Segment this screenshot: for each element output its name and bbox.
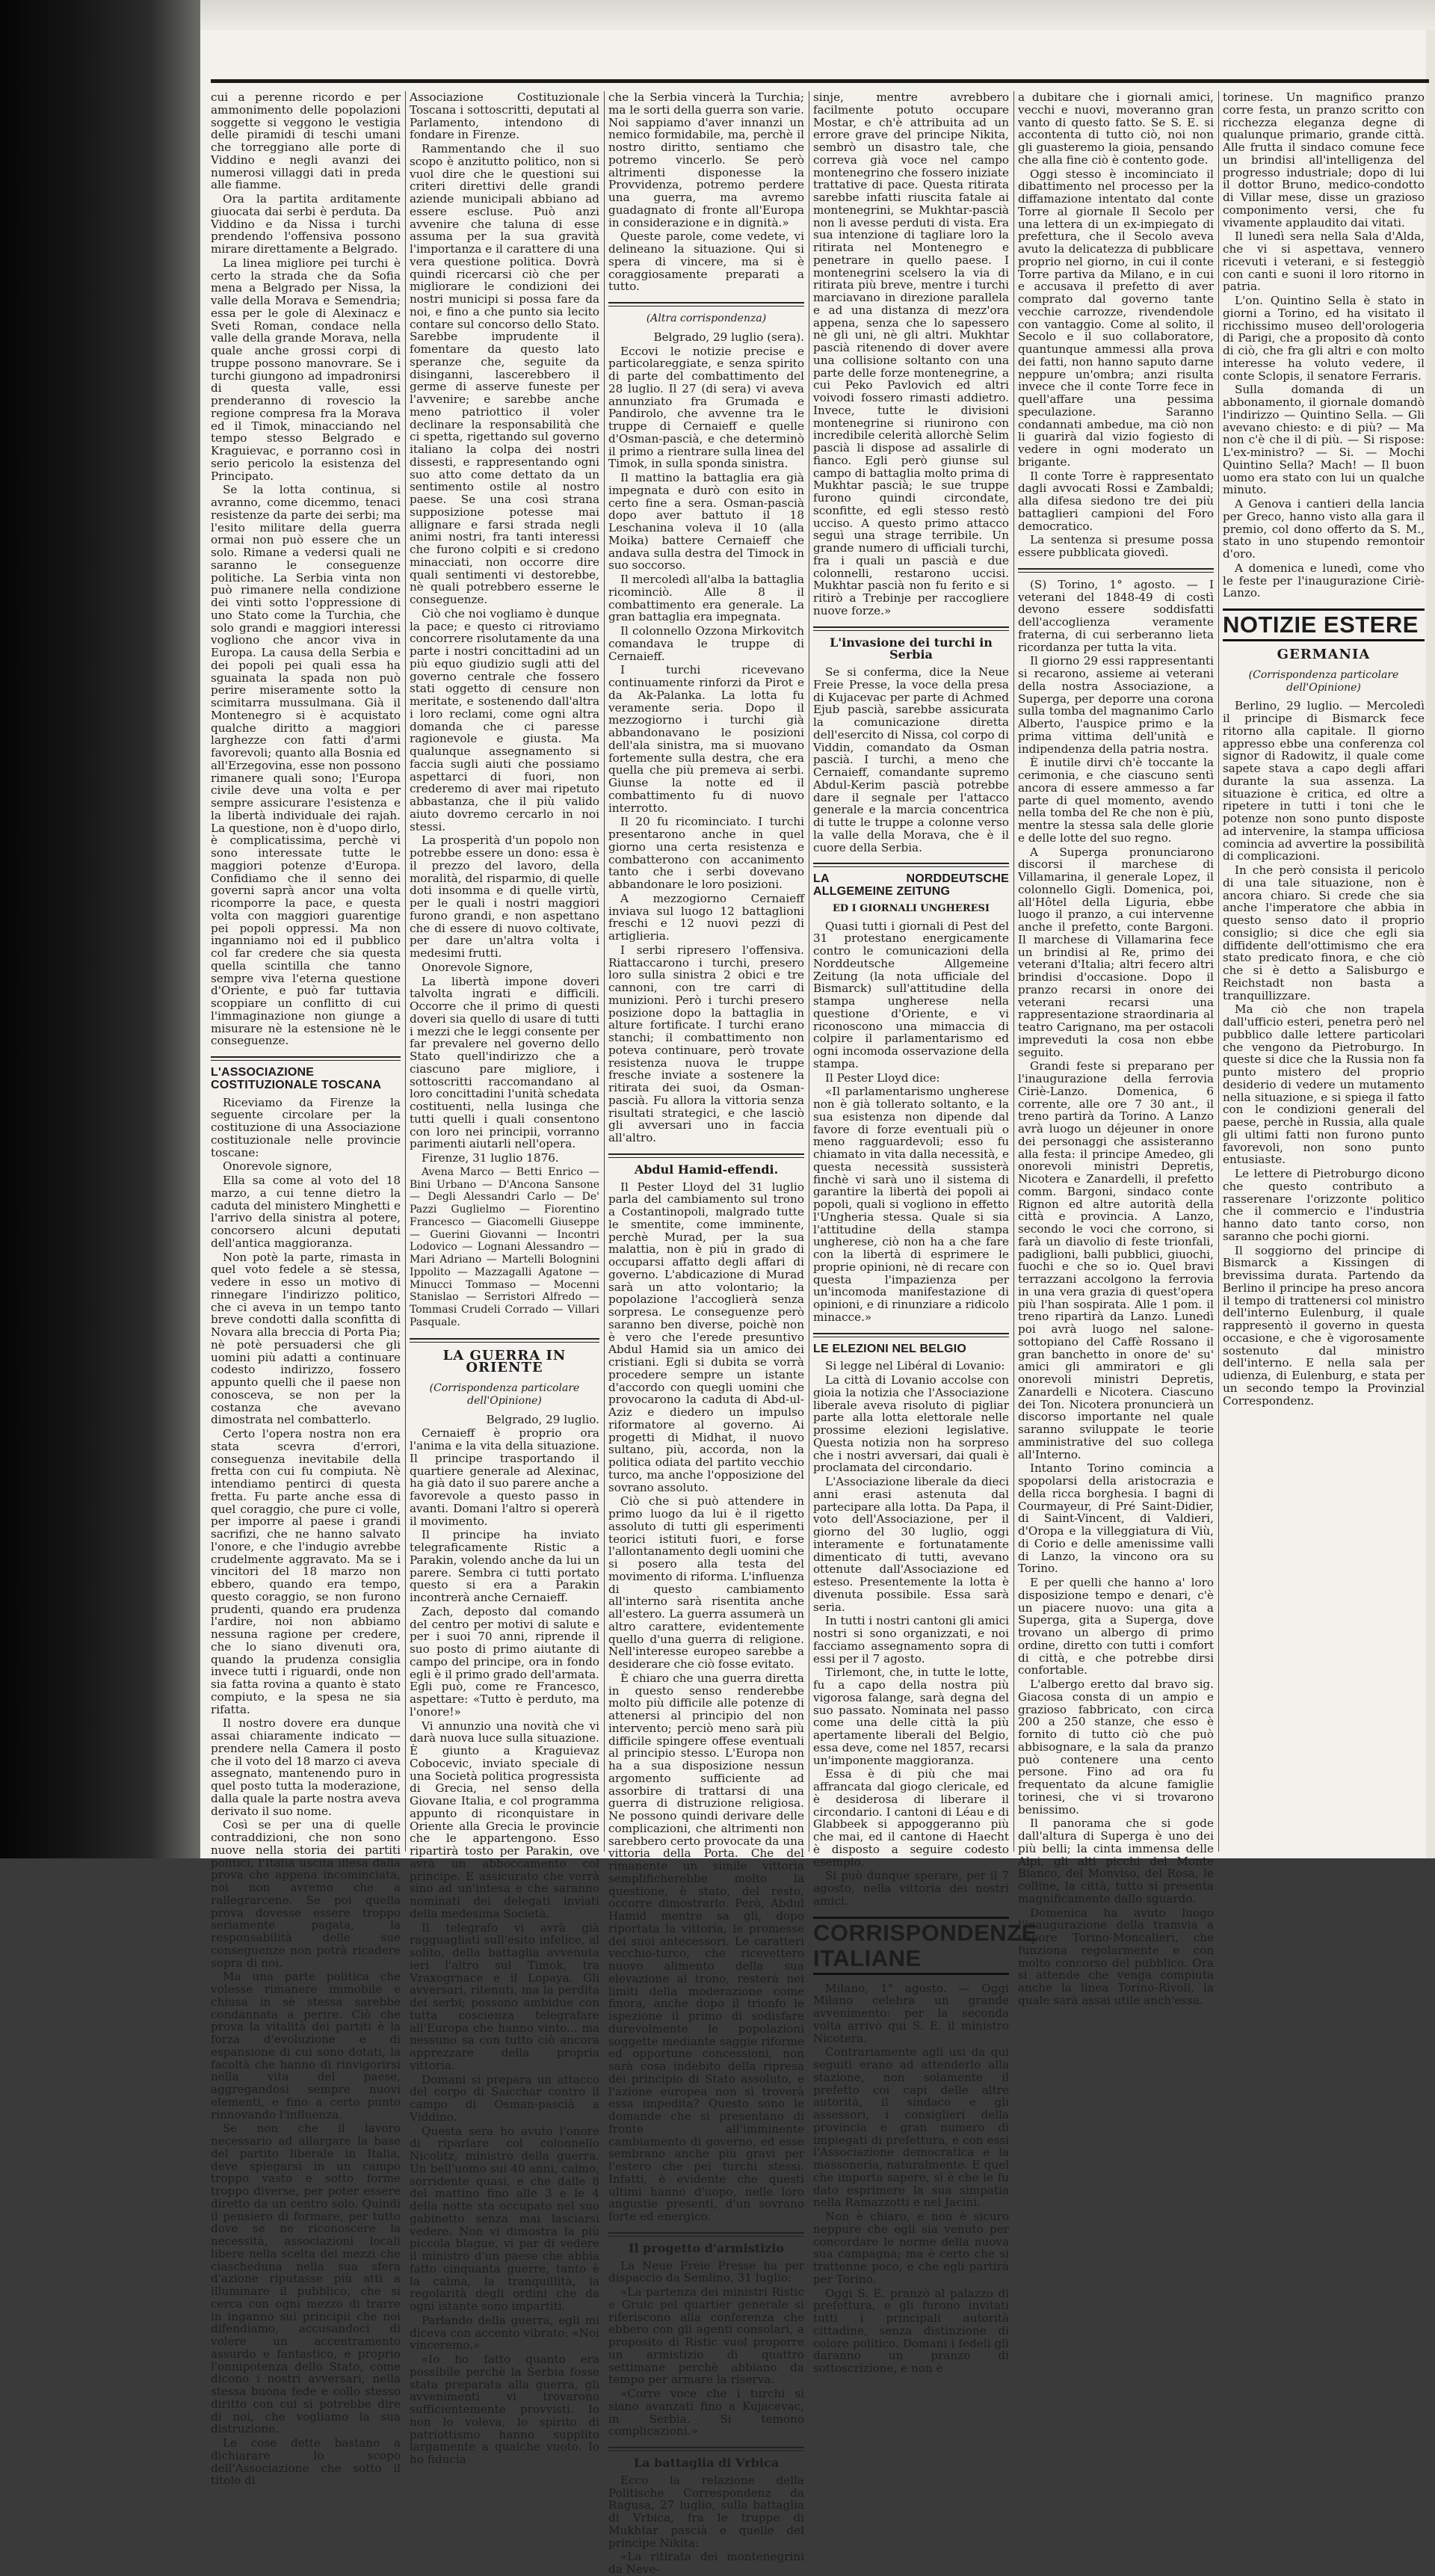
column-4 [813, 90, 1037, 2375]
column-5 [1018, 90, 1214, 2007]
paragraph: Ciò che noi vogliamo è dunque la pace; e questo ci ritroviamo concorrere risolutamente da una parte i nostri concittadini ad un più equo giudizio sugli atti del governo centrale che fossero stati oggetto di censure non meritate, e sostenendo dall'altra i loro reclami, come ogni altra domanda che ci paresse ragionevole e giusta. Ma qualunque assegnamento si faccia sugli aiuti che possiamo aspettarci di fuori, non crederemo di aver mai ripetuto abbastanza, che il più valido aiuto dovremo cercarlo in noi stessi. [410, 606, 599, 833]
paragraph: Quasi tutti i giornali di Pest del 31 protestano energicamente contro le comunicazioni della Norddeutsche Allgemeine Zeitung (la nota ufficiale del Bismarck) sull'attitudine della stampa ungherese nella questione d'Oriente, e vi riconoscono una mimaccia di colpire il parlamentarismo ed ogni incomoda osservazione della stampa. [813, 919, 1009, 1070]
paragraph: A Genova i cantieri della lancia per Greco, hanno visto alla gara il premio, col dono offerto da S. M., stato in uno stupendo remontoir d'oro. [1223, 497, 1425, 561]
paragraph: Il soggiorno del principe di Bismarck a Kissingen di brevissima durata. Partendo da Berlino il principe ha preso ancora il tempo di trattenersi col ministro dell'interno Eulenburg, il quale rappresentò il governo in questa occasione, e che è vigorosamente sostenuto dal ministro dell'interno. E nella sala per udienza, di Eulenburg, e stata per un secondo tempo la Provinzial Correspondenz. [1223, 1243, 1425, 1408]
paragraph: Ecco la relazione della Politische Correspondenz da Ragusa, 27 luglio, sulla battaglia di Vrbica, fra le truppe di Mukhtar pascià e quelle del principe Nikita: [608, 2473, 804, 2550]
section-heading: L'ASSOCIAZIONE COSTITUZIONALE TOSCANA [211, 1066, 382, 1091]
paragraph: Non è chiaro, e non è sicuro neppure che egli sia venuto per concordare le norme della nuova sua campagna; ma è certo che si trattenne poco, e che egli partirà per Torino. [813, 2210, 1009, 2286]
top-margin [200, 0, 1435, 30]
column-divider [604, 91, 605, 1852]
section-subheading: (Corrispondenza particolare dell'Opinione) [429, 1382, 580, 1407]
paragraph: A domenica e lunedì, come vho le feste per l'inaugurazione Ciriè-Lanzo. [1223, 561, 1425, 600]
paragraph: Il colonnello Ozzona Mirkovitch comandava le truppe di Cernaieff. [608, 624, 804, 663]
column-6 [1223, 91, 1425, 1852]
paragraph: È chiaro che una guerra diretta in questo senso renderebbe molto più difficile alle potenze di attenersi al principio del non intervento; perciò meno sarà più difficile spingere offese eventuali al principio stesso. L'Europa non ha a sua disposizione nessun argomento sufficiente ad assorbire di trattarsi di una guerra di distruzione religiosa. Ne possono quindi derivare delle complicazioni, che altrimenti non sarebbero certo provocate da una vittoria della Porta. Che del rimanente un simile vittoria semplificherebbe molto la questione, è stato, del resto, occorre dimostrarlo. Però, Abdul Hamid mentre sa gli, dopo riportata la vittoria, le promesse dei suoi antecessori. Le caratteri vecchio-turco, che ricevettero nuovo alimento della sua elevazione al trono, resterà nei limiti della moderazione come finora, anche dopo il trionfo le ispezione il primo di sodisfare durevolmente le popolazioni soggette mediante saggie riforme ed opportune concessioni, non sarà cosa indebito della ripresa dei principio di Stato assoluto, e l'azione europea non si troverà essa impedita? Questo sono le domande che si presentano di fronte all'imminente cambiamento di governo, ed esse sembrano anche più gravi per l'estero che pei turchi stessi. Infatti, è evidente che questi ultimi hanno d'uopo, nelle loro angustie presenti, d'un sovrano forte ed energico. [608, 1671, 804, 2223]
paragraph: Il telegrafo vi avrà già ragguagliati sull'esito infelice, al solito, della battaglia avvenuta ieri l'altro sul Timok, tra Vraxogrnace e il Lopaya. Gli avversari, ritenuti, ma la perdita dei serbi; possono ambidue con tutta coscienza telegrafare all'Europa che hanno vinto... ma nessuno sa con tutto ciò ancora apprezzare della propria vittoria. [410, 1920, 599, 2072]
article-separator [608, 2232, 804, 2237]
paragraph: A mezzogiorno Cernaieff inviava sul luogo 12 battaglioni freschi e 12 nuovi pezzi di artiglieria. [608, 891, 804, 943]
paragraph: L'Associazione liberale da dieci anni erasi astenuta dal partecipare alla lotta. Da Papa, il voto dell'Associazione, per il giorno del 30 luglio, oggi interamente e fortunatamente dimenticato di tutti, avevano ottenute dall'Associazione ed esteso. Presentemente la lotta è divenuta possibile. Essa sarà seria. [813, 1475, 1009, 1614]
paragraph: Parlando della guerra, egli mi diceva con accento vibrato: «Noi vinceremo.» [410, 2313, 599, 2352]
article-title: L'invasione dei turchi in Serbia [830, 635, 993, 662]
article-separator [813, 863, 1009, 867]
paragraph: Ma una parte politica che volesse rimanere immobile e chiusa in sè stessa sarebbe condannata a perire. Ciò che prova la vitalità dei partiti è la forza d'evoluzione e di espansione di cui sono dotati, la facoltà che hanno di rinvigorirsi nella vita del paese, aggregandosi sempre nuovi elementi, e fino a certo punto rinnovando l'influenza. [211, 1970, 401, 2121]
paragraph: La linea migliore pei turchi è certo la strada che da Sofia mena a Belgrado per Nissa, la valle della Morava e Semendria; essa per le gole di Alexinacz e Sveti Roman, condace nella valle della grande Morava, nella quale anche grossi corpi di truppe possono manovrare. Se i turchi giungono ad impadronirsi di questa valle, essi prenderanno di rovescio la regione compresa fra la Morava ed il Timok, minacciando nel tempo stesso Belgrado e Kraguievac, e porranno così in serio pericolo la esistenza del Principato. [211, 256, 401, 483]
article-title: Il progetto d'armistizio [628, 2240, 784, 2255]
paragraph: Non potè la parte, rimasta in quel voto fedele a sè stessa, vedere in esso un motivo di rinnegare l'indirizzo politico, che ci aveva in un tempo tanto breve condotti dalla sconfitta di Novara alla breccia di Porta Pia; nè potè persuadersi che gli uomini più adatti a continuare codesto indirizzo, fossero appunto quelli che il paese non conosceva, se non per la costanza che avevano dimostrata nel combatterlo. [211, 1250, 401, 1427]
paragraph: «Il parlamentarismo ungherese non è già tollerato soltanto, e la sua esistenza non dipende dal favore di forze eventuali più o meno ragguardevoli; esso fu chiamato in vita dalla necessità, e questa necessità sussisterà finchè vi sarà uno il sistema di garantire la libertà dei popoli ai popoli, quali si vogliono in effetto l'Ungheria stessa. Quale si sia l'attitudine della stampa ungherese, ciò non ha a che fare con la libertà di esprimere le proprie opinioni, nè di recare con questa l'impazienza per un'incomoda manifestazione di opinioni, e di rinunziare a ridicolo minacce.» [813, 1085, 1009, 1324]
paragraph: I turchi ricevevano continuamente rinforzi da Pirot e da Ak-Palanka. La lotta fu veramente seria. Dopo il mezzogiorno i turchi già abbandonavano le posizioni dell'ala sinistra, ma si muovano fortemente sulla destra, che era quella che più premeva ai serbi. Giunse la notte ed il combattimento fu di nuovo interrotto. [608, 663, 804, 815]
book-binding-edge [0, 0, 200, 1858]
paragraph: L'albergo eretto dal bravo sig. Giacosa consta di un ampio e grazioso fabbricato, con circa 200 a 250 stanze, che esso è fornito di tutto ciò che può abbisognare, e la sala da pranzo può contenere una cento persone. Fino ad ora fu frequentato da alcune famiglie torinesi, che vi si trovarono benissimo. [1018, 1677, 1214, 1817]
column-3 [608, 90, 804, 2576]
paragraph: Essa è di più che mai affrancata dal giogo clericale, ed è desiderosa di liberare il circondario. I cantoni di Léau e di Glabbeek si appoggeranno più che mai, ed il cantone di Haecht è disposto a seguire codesto esempio. [813, 1767, 1009, 1869]
paragraph: Associazione Costituzionale Toscana i sottoscritti, deputati al Parlamento, intendono di fondare in Firenze. [410, 90, 599, 142]
paragraph: Questa sera ho avuto l'onore di riparlare col colonnello Nicolitz, ministro della guerra. Un bell'uomo sui 40 anni, calmo, sorridente quasi, e che dalle 8 del mattino fino alle 3 e le 4 della notte sta occupato nel suo gabinetto senza mai lasciarsi vedere. Non vi dimostra la più piccola blague, vi par di vedere il ministro d'un paese che abbia fatto cinquanta guerre, tanto è la calma, la tranquillità, la regolarità degli ordini che da ogni istante sono impartiti. [410, 2124, 599, 2313]
paragraph: Sulla domanda di un abbonamento, il giornale domandò l'indirizzo — Quintino Sella. — Gli avevano chiesto: e di più? — Ma non c'è che il di più. — Si rispose: L'ex-ministro? — Si. — Mochi Quintino Sella? Mach! — Il buon uomo era stato con lui un qualche minuto. [1223, 383, 1425, 497]
paragraph: Il nostro dovere era dunque assai chiaramente indicato — prendere nella Camera il posto che il voto del 18 marzo ci aveva assegnato, mantenendo puro in quel posto tutta la moderazione, dalla quale la parte nostra aveva derivato il suo nome. [211, 1716, 401, 1818]
paragraph: È inutile dirvi ch'è toccante la cerimonia, e che ciascuno sentì ancora di essere ammesso a far parte di quel momento, avendo nella tomba del Re che non è più, mentre la stessa sala delle glorie e delle lotte del suo regno. [1018, 756, 1214, 845]
paragraph: La Neue Freie Presse ha per dispaccio da Semlino, 31 luglio: [608, 2258, 804, 2285]
signatories: Avena Marco — Betti Enrico — Bini Urbano — D'Ancona Sansone — Degli Alessandri Carlo — De' Pazzi Guglielmo — Fiorentino Francesco — Giacomelli Giuseppe — Guerini Giovanni — Incontri Lodovico — Lognani Alessandro — Mari Adriano — Martelli Bolognini Ippolito — Mazzagalli Agatone — Minucci Tommaso — Mocenni Stanislao — Serristori Alfredo — Tommasi Crudeli Corrado — Villari Pasquale. [410, 1165, 599, 1328]
paragraph: I serbi ripresero l'offensiva. Riattaccarono i turchi, presero loro sulla sinistra 2 obici e tre cannoni, con tre carri di munizioni. Però i turchi presero posizione dopo la battaglia in alture fortificate. I turchi erano stanchi; il combattimento non poteva continuare, però trovate resistenza nuova le truppe fresche inviate a sostenere la ritirata dei suoi, da Osman-pascià. Fu allora la vittoria senza risultati strategici, e che lasciò gli avversari uno in faccia all'altro. [608, 943, 804, 1144]
paragraph: E per quelli che hanno a' loro disposizione tempo e denari, c'è un piacere nuovo: una gita a Superga, gita a Superga, dove trovano un albergo di primo ordine, diretto con tutti i comfort di città, e che potrebbe dirsi confortable. [1018, 1576, 1214, 1677]
column-2 [410, 90, 599, 2466]
article-separator [813, 1333, 1009, 1337]
section-subheading: ED I GIORNALI UNGHERESI [832, 902, 990, 914]
paragraph: Belgrado, 29 luglio (sera). [653, 330, 804, 344]
paragraph: Intanto Torino comincia a spopolarsi della aristocrazia e della ricca borghesia. I bagni di Courmayeur, di Pré Saint-Didier, di Saint-Vincent, di Valdieri, d'Oropa e la villeggiatura di Viù, di Corio e delle amenissime valli di Lanzo, la vincono ora su Torino. [1018, 1461, 1214, 1576]
paragraph: torinese. Un magnifico pranzo corre festa, un pranzo scritto con ricchezza eleganza degne di qualunque primario, grande città. Alle frutta il sindaco comune fece un brindisi all'intelligenza del progresso industriale; dopo di lui il dottor Bruno, medico-condotto di Villar mese, disse un grazioso componimento versi, che fu vivamente applaudito dai vitati. [1223, 90, 1425, 229]
paragraph: Domenica ha avuto luogo l'inaugurazione della tramvia a vapore Torino-Moncalieri, che funziona regolarmente e con molto concorso del pubblico. Ora si attende che venga compiuta anche la linea Torino-Rivoli, la quale sarà assai utile anch'essa. [1018, 1905, 1214, 2007]
section-subheading: (Corrispondenza particolare dell'Opinione) [1248, 668, 1399, 694]
paragraph: Le lettere di Pietroburgo dicono che questo contributo a rasserenare l'orizzonte politico che il commercio e l'industria hanno dato tanto corso, non saranno che pochi giorni. [1223, 1167, 1425, 1243]
paragraph: Il conte Torre è rappresentato dagli avvocati Rossi e Zambaldi; alla difesa siedono tre dei più battaglieri campioni del Foro democratico. [1018, 469, 1214, 533]
paragraph: Contrariamente agli usi da qui seguiti erano ad attenderlo alla stazione, non solamente il prefetto coi capi delle altre autorità, il sindaco e gli assessori, i consiglieri della provincia e gran numero di impiegati di prefettura, e con essi l'Associazione democratica e la massoneria, naturalmente. E quel che importa sapere, si è che le fu dato esprimere la sua simpatia nella Ramazzotti e nel Jacini. [813, 2045, 1009, 2210]
paragraph: Vi annunzio una novità che vi darà nuova luce sulla situazione. È giunto a Kraguievaz Cobocevic, inviato speciale di una Società politica progressista di Grecia, nel senso della Giovane Italia, e col programma appunto di riconquistare in Oriente alla Grecia le provincie che le appartengono. Esso ripartirà tosto per Parakin, ove avrà un abboccamento col principe. E assicurato che verrà sino ad un'intesa e che saranno nominati dei delegati inviati della medesima Società. [410, 1719, 599, 1920]
paragraph: «Corre voce che i turchi si siano avanzati fino a Kujacevac, in Serbia. Si temono complicazioni.» [608, 2387, 804, 2438]
paragraph: Il lunedì sera nella Sala d'Alda, che vi si aspettava, vennero ricevuti i veterani, e si festeggiò con canti e suoni il loro ritorno in patria. [1223, 229, 1425, 294]
paragraph: Così se per una di quelle contraddizioni, che non sono nuove nella storia dei partiti politici, l'Italia uscita illesa dalla prova che appena incominciata, noi non avremo che a rallegrarcene. Se poi quella prova dovesse essere troppo seriamente pagata, la responsabilità delle sue conseguenze non potrà ricadere sopra di noi. [211, 1818, 401, 1970]
paragraph: Il Pester Lloyd del 31 luglio parla del cambiamento sul trono a Costantinopoli, malgrado tutte le smentite, come imminente, perchè Murad, per la sua malattia, non è più in grado di occuparsi affatto degli affari di governo. L'abdicazione di Murad sarà un atto volontario; la popolazione l'accoglierà senza sorpresa. Le conseguenze però saranno ben diverse, poichè non è vero che l'erede presuntivo Abdul Hamid sia un amico dei cristiani. Egli si dubita se vorrà procedere sempre un istante d'accordo con quegli uomini che provocarono la caduta di Abd-ul-Aziz e diedero un impulso riformatore al governo. Ai progetti di Midhat, il nuovo sultano, più, accorda, non la politica odiata del partito vecchio turco, ma anche l'opposizione del sovrano assoluto. [608, 1180, 804, 1494]
paragraph: Ciò che si può attendere in primo luogo da lui è il rigetto assoluto di tutti gli esperimenti teorici istituti fuori, e forse l'allontanamento degli uomini che si posero alla testa del movimento di riforma. L'influenza di questo cambiamento all'interno sarà risentita anche all'estero. La guerra assumerà un altro carattere, evidentemente quello d'una guerra di religione. Nell'interesse europeo sarebbe a desiderare che ciò fosse evitato. [608, 1494, 804, 1671]
paragraph: «La partenza dei ministri Ristic e Gruic pel quartier generale si riferiscono alla conferenza che ebbero con gli agenti consolari, a proposito di Ristic vuol proporre un armistizio di quattro settimane perchè abbiano da tempo per armare la riserva. [608, 2285, 804, 2387]
paragraph: (S) Torino, 1° agosto. — I veterani del 1848-49 di costì devono essere soddisfatti dell'accoglienza veramente fraterna, di cui serberanno lieta ricordanza per tutta la vita. [1018, 577, 1214, 654]
article-separator [608, 302, 804, 306]
section-subheading: (Altra corrispondenza) [646, 312, 767, 324]
paragraph: Il mattino la battaglia era già impegnata e durò con esito in certo fine a sera. Osman-pascià dopo aver battuto il 18 Leschanina voleva il 10 (alla Moika) battere Cernaieff che andava sulla destra del Timock in suo soccorso. [608, 471, 804, 573]
paragraph: Se la lotta continua, si avranno, come dicemmo, tenaci resistenze da parte dei serbi; ma l'esito militare della guerra ormai non può essere che un solo. Rimane a vedersi quali ne saranno le conseguenze politiche. La Serbia vinta non può rimanere nella condizione dei vinti sotto l'oppressione di uno Stato come la Turchia, che solo grandi e maggiori interessi vogliono che ancor viva in Europa. La causa della Serbia e dei popoli pei quali essa ha sguainata la spada non può perire miseramente sotto la scimitarra mussulmana. Già il Montenegro si è acquistato qualche diritto a maggiori larghezze con fatti d'armi favorevoli; quanto alla Bosnia ed all'Erzegovina, esse non possono rimanere quali sono; l'Europa civile deve una volta e per sempre assicurare l'esistenza e la libertà individuale dei rajah. La questione, non è d'uopo dirlo, è complicatissima, perchè vi sono interessate tutte le maggiori potenze d'Europa. Confidiamo che il senno dei governi saprà ancor una volta ricomporre la pace, e questa volta con maggiori guarentige pei popoli oppressi. Ma non inganniamo noi ed il pubblico col far credere che sia questa quella scintilla che tanno sempre viva l'eterna questione d'Oriente, e può far tuttavia scoppiare un conflitto di cui l'immaginazione non giunge a misurare nè la estensione nè le conseguenze. [211, 483, 401, 1048]
paragraph: Onorevole Signore, [422, 960, 534, 974]
paragraph: Firenze, 31 luglio 1876. [422, 1151, 559, 1165]
article-separator [608, 1153, 804, 1158]
article-separator [1018, 568, 1214, 573]
column-1 [211, 90, 401, 2488]
column-divider [1218, 91, 1219, 1852]
paragraph: Grandi feste si preparano per l'inaugurazione della ferrovia Ciriè-Lanzo. Domenica, 6 corrente, alle ore 7 30 ant., il treno partirà da Torino. A Lanzo avrà luogo un déjeuner in onore dei personaggi che assisteranno alla festa: il principe Amedeo, gli onorevoli ministri Depretis, Nicotera e Zanardelli, il prefetto comm. Bargoni, sindaco conte Rignon ed altre autorità della città e provincia. A Lanzo, secondo le voci che corrono, si farà un diavolio di feste trionfali, padiglioni, balli pubblici, giuochi, fuochi e che so io. Quel bravi terrazzani accolgono la ferrovia in una vera grazia di quest'opera più l'han sospirata. Alle 1 pom. il treno ripartirà da Lanzo. Lunedì poi avrà luogo nel salone-sottopiano del Caffè Rossano il gran banchetto in onore de' su' amici gli ammiratori e gli onorevoli ministri Depretis, Zanardelli e Nicotera. Ciascuno dei Ton. Nicotera pronuncierà un discorso importante nel quale saranno sviluppate le teorie amministrative del suo collega all'Interno. [1018, 1059, 1214, 1461]
paragraph: Queste parole, come vedete, vi delineano la situazione. Qui si spera di vincere, ma si è coraggiosamente preparati a tutto. [608, 229, 804, 294]
section-banner: CORRISPONDENZE ITALIANE [813, 1917, 1009, 1975]
paragraph: In che però consista il pericolo di una tale situazione, non è ancora chiaro. Si crede che sia anche l'imperatore che abbia in questo senso dato il proprio consiglio; si dice che egli sia diffidente dell'ottimismo che era stato predicato finora, e che ciò che si è detto a Salisburgo e Reichstadt non basta a tranquillizzare. [1223, 863, 1425, 1002]
paragraph: cui a perenne ricordo e per ammonimento delle popolazioni soggette si veggono le vestigia delle piramidi di teschi umani che torreggiano alle porte di Viddino e negli avanzi dei numerosi villaggi dati in preda alle fiamme. [211, 90, 401, 192]
paragraph: Si può dunque sperare, per il 7 agosto, nella vittoria dei nostri amici. [813, 1869, 1009, 1908]
section-heading: LA GUERRA IN ORIENTE [442, 1347, 567, 1376]
article-separator [608, 2447, 804, 2451]
section-heading: GERMANIA [1277, 647, 1371, 662]
paragraph: «Io ho fatto quanto era possibile perchè la Serbia fosse stata preparata alla guerra, gli avvenimenti vi trovarono sufficientemente provvisti. Io non lo voleva, lo spirito di patriottismo hanno supplito largamente a qualche vuoto. Io ho fiducia [410, 2352, 599, 2466]
section-heading: LA NORDDEUTSCHE ALLGEMEINE ZEITUNG [813, 872, 1009, 898]
paragraph: Rammentando che il suo scopo è anzitutto politico, non si vuol dire che le questioni sui criteri direttivi delle grandi aziende municipali abbiano ad essere escluse. Può anzi avvenire che taluna di esse assuma per la sua gravità l'importanza e il carattere di una vera questione politica. Dovrà quindi ricercarsi ciò che per migliorare le condizioni dei nostri municipi si possa fare da noi, e fino a che punto sia lecito contare sul concorso dello Stato. Sarebbe imprudente il fomentare da questo lato speranze che, seguite da disinganni, lascerebbero il germe di asserve funeste per l'avvenire; e sarebbe anche meno patriottico il voler declinare la responsabilità che ci spetta, rigettando sul governo italiano la colpa dei nostri dissesti, e rappresentando ogni suo atto come dettato da un sentimento ostile al nostro paese. Se una così strana supposizione potesse mai allignare e farsi strada negli animi nostri, fra tanti interessi che furono colpiti e si credono minacciati, non occorre dire quali sentimenti vi destorebbe, nè quali potrebbero esserne le conseguenze. [410, 142, 599, 606]
section-heading: LE ELEZIONI NEL BELGIO [813, 1342, 967, 1355]
header-rule [211, 79, 1429, 83]
paragraph: Ma ciò che non trapela dall'ufficio esteri, penetra però nel pubblico dalle lettere particolari che vengono da Pietroburgo. In queste si dice che la Russia non fa punto mistero del proprio desiderio di vedere un mutamento nella situazione, e si spiega il fatto con le condizioni generali del paese, perchè in Russia, alla quale gli ultimi fatti non furono punto favorevoli, non sono punto entusiaste. [1223, 1002, 1425, 1167]
paragraph: Certo l'opera nostra non era stata scevra d'errori, conseguenza inevitabile della fretta con cui fu compiuta. Nè intendiamo pentirci di questa fretta. Fu parte anche essa di quel coraggio, che pure ci volle, per imporre al paese i grandi sacrifizi, che ne hanno salvato l'onore, e che l'indugio avrebbe crudelmente aggravato. Ma se i vincitori del 18 marzo non ebbero, quando era tempo, questo coraggio, se non furono prudenti, quando era prudenza l'ardire, noi non abbiamo nessuna ragione per credere, che lo siano divenuti ora, quando la prudenza consiglia invece tutti i riguardi, onde non sia fatta rovina a quanto è stato compiuto, e la spesa ne sia rifatta. [211, 1427, 401, 1716]
article-separator [410, 1338, 599, 1343]
paragraph: Milano, 1° agosto. — Oggi Milano celebra un grande avvenimento: per la seconda volta arrivò qui S. E. il ministro Nicotera. [813, 1981, 1009, 2045]
paragraph: Le cose dette bastano a dichiarare lo scopo dell'Associazione che sotto il titolo di [211, 2436, 401, 2488]
paragraph: Belgrado, 29 luglio. [486, 1412, 599, 1426]
paragraph: «La ritirata dei montenegrini da Neve- [608, 2550, 804, 2576]
paragraph: Eccovi le notizie precise e particolareggiate, e senza spirito di parte del combattimento del 28 luglio. Il 27 (di sera) vi aveva annunziato fra Grumada e Pandirolo, che avvenne tra le truppe di Cernaieff e quelle d'Osman-pascià, e che determinò il primo a rientrare sulla linea del Timok, in sulla sponda sinistra. [608, 344, 804, 471]
article-separator [813, 626, 1009, 631]
paragraph: La libertà impone doveri talvolta ingrati e difficili. Occorre che il primo di questi doveri sia quello di usare di tutti i mezzi che le leggi consente per far prevalere nel governo dello Stato quell'indirizzo che a ciascuno pare migliore, i sottoscritti raccomandano al loro concittadini l'unità schedata costituenti, nella lusinga che tutti quelli i quali consentono con loro nei principii, vorranno parimenti aiutarli nell'opera. [410, 974, 599, 1151]
paragraph: La prosperità d'un popolo non potrebbe essere un dono: essa è il prezzo del lavoro, della moralità, del risparmio, di quelle doti insomma e di quelle virtù, per le quali i nostri maggiori furono grandi, e non aspettano che di essere di nuovo coltivate, per dare un'altra volta i medesimi frutti. [410, 833, 599, 960]
paragraph: Oggi stesso è incominciato il dibattimento nel processo per la diffamazione intentato dal conte Torre al giornale Il Secolo per una lettera di un ex-impiegato di prefettura, che il Secolo aveva avuto la delicatezza di pubblicare proprio nel giorno, in cui il conte Torre partiva da Milano, e in cui e accusava il prefetto di aver comprato dal governo tante vecchie carrozze, rivendendole con vantaggio. Come al solito, il Secolo e il suo collaboratore, quantunque ammessi alla prova dei fatti, non hanno saputo darne neppure un'ombra; anzi risulta invece che il conte Torre fece in quell'affare una pessima speculazione. Saranno condannati ambedue, ma ciò non li guarirà dal vizio fogiesto di vedere in ogni moderato un brigante. [1018, 167, 1214, 469]
column-divider [405, 91, 406, 1852]
paragraph: A Superga pronunciarono discorsi il marchese di Villamarina, il generale Lopez, il colonnello Gigli. Domenica, poi, all'Hôtel della Liguria, ebbe luogo il pranzo, a cui intervenne anche il prefetto, conte Bargoni. Il marchese di Villamarina fece un brindisi al Re, primo dei veterani d'Italia; altri fecero altri brindisi d'occasione. Dopo il pranzo recarsi in onore dei veterani recarsi una rappresentazione straordinaria al teatro Carignano, ma per ostacoli impreveduti la cosa non ebbe seguito. [1018, 845, 1214, 1059]
paragraph: che la Serbia vincerà la Turchia; ma le sorti della guerra son varie. Noi sappiamo d'aver innanzi un nemico formidabile, ma, perchè il nostro diritto, sentiamo che potremo vincerlo. Se però altrimenti disponesse la Provvidenza, potremo perdere una guerra, ma avremo guadagnato di fronte all'Europa in considerazione e in dignità.» [608, 90, 804, 229]
paragraph: Zach, deposto dal comando del centro per motivi di salute e per i suoi 70 anni, riprende il suo posto di primo aiutante di campo del principe, ora in fondo egli è il primo grado dell'armata. Egli può, come re Francesco, aspettare: «Tutto è perduto, ma l'onore!» [410, 1604, 599, 1719]
section-banner: NOTIZIE ESTERE [1223, 608, 1425, 641]
article-title: La battaglia di Vrbica [633, 2456, 780, 2470]
paragraph: Cernaieff è proprio ora l'anima e la vita della situazione. Il principe trasportando il quartiere generale ad Alexinac, ha già dato il suo parere anche a favorevole a questo passo in avanti. Domani l'altro si opererà il movimento. [410, 1426, 599, 1528]
paragraph: Ella sa come al voto del 18 marzo, a cui tenne dietro la caduta del ministero Minghetti e l'arrivo della sinistra al potere, concorsero alcuni deputati dell'antica maggioranza. [211, 1174, 401, 1250]
paragraph: In tutti i nostri cantoni gli amici nostri si sono organizzati, e noi facciamo assegnamento sopra di essi per il 7 agosto. [813, 1614, 1009, 1666]
paragraph: Il panorama che si gode dall'altura di Superga è uno dei più belli; la cinta immensa delle Alpi, gli alti picchi del Monte Bianco, del Monviso, del Rosa, le colline, la città, tutto si presenta magnificamente dallo sguardo. [1018, 1817, 1214, 1905]
paragraph: Tirlemont, che, in tutte le lotte, fu a capo della nostra più vigorosa falange, sarà degna del suo passato. Nominata nel passo come una delle città la più apertamente liberali del Belgio, essa deve, come nel 1857, recarsi un'imponente maggioranza. [813, 1666, 1009, 1767]
paragraph: Il 20 fu ricominciato. I turchi presentarono anche in quel giorno una certa resistenza e combatterono con accanimento tanto che i serbi dovevano abbandonare le loro posizioni. [608, 815, 804, 891]
article-separator [211, 1056, 401, 1061]
paragraph: a dubitare che i giornali amici, vecchi e nuovi, moveranno gran vanto di questo fatto. Se S. E. si accontenta di tutto ciò, noi non gli guasteremo la gioia, pensando che alla fine ciò è contento gode. [1018, 90, 1214, 167]
paragraph: Riceviamo da Firenze la seguente circolare per la costituzione di una Associazione costituzionale nelle provincie toscane: [211, 1095, 401, 1159]
paragraph: Se non che il lavoro necessario ad allargare la base del partito liberale in Italia, deve spiegarsi in un campo troppo vasto e sotto forme troppo diverse, per poter essere diretto da un centro solo. Quindi il pensiero di formare, per tutto dove se ne riconoscere la necessità, associazioni locali libere nella scelta dei mezzi che ciascheduna nella sua sfera d'azione riputasse più atti a illuminare il pubblico, che si cerca con ogni mezzo di trarre in inganno sui principii che noi difendiamo, accusandoci di volere un accentramento assurdo e fantastico, e proprio l'onnipotenza dello Stato, come dicono i nostri avversari, nella stessa buona fede e collo stesso diritto con cui si potrebbe dire di noi, che vogliamo la sua distruzione. [211, 2121, 401, 2436]
paragraph: Domani si prepara un attacco del corpo di Saicchar contro il campo di Osman-pascià a Viddino. [410, 2072, 599, 2124]
paragraph: La città di Lovanio accolse con gioia la notizia che l'Associazione liberale aveva risoluto di pigliar parte alla lotta elettorale nelle prossime elezioni legislative. Questa notizia non ha sorpreso che i nostri avversari, dai quali è proclamata del circondario. [813, 1373, 1009, 1475]
paragraph: Il mercoledì all'alba la battaglia ricominciò. Alle 8 il combattimento era generale. La gran battaglia era impegnata. [608, 573, 804, 624]
paragraph: Onorevole signore, [223, 1159, 333, 1174]
paragraph: Il giorno 29 essi rappresentanti si recarono, assieme ai veterani della nostra Associazione, a Superga, per deporre una corona sulla tomba del magnanimo Carlo Alberto, l'auspice primo e la prima vittima dell'unità e indipendenza della patria nostra. [1018, 654, 1214, 756]
paragraph: Il Pester Lloyd dice: [825, 1070, 940, 1085]
article-title: Abdul Hamid-effendi. [634, 1162, 779, 1177]
paragraph: La sentenza si presume possa essere pubblicata giovedì. [1018, 533, 1214, 559]
paragraph: Il principe ha inviato telegraficamente Ristic a Parakin, volendo anche da lui un parere. Sembra ci tutti portato questo si era a Parakin incontrerà anche Cernaieff. [410, 1528, 599, 1604]
paragraph: Si legge nel Libéral di Lovanio: [825, 1359, 1005, 1373]
column-divider [1013, 91, 1014, 1852]
paragraph: L'on. Quintino Sella è stato in giorni a Torino, ed ha visitato il ricchissimo museo dell'orologeria di Parigi, che a proposito dà conto di ciò, che fra gli altri e con molto interesse ha voluto vedere, il conte Sclopis, il senatore Ferraris. [1223, 294, 1425, 383]
paragraph: Berlino, 29 luglio. — Mercoledì il principe di Bismarck fece ritorno alla capitale. Il giorno appresso ebbe una conferenza col signor di Radowitz, il quale come sapete stava a capo degli affari durante la sua assenza. La situazione è critica, ed oltre a ripetere in tutti i toni che le potenze non sono punto disposte ad intervenire, la stampa ufficiosa comincia ad avvertire la possibilità di complicazioni. [1223, 699, 1425, 863]
paragraph: Ora la partita arditamente giuocata dai serbi è perduta. Da Viddino e da Nissa i turchi prendendo l'offensiva possono mirare direttamente a Belgrado. [211, 192, 401, 256]
paragraph: Se si conferma, dice la Neue Freie Presse, la voce della presa di Kujacevac per parte di Achmed Ejub pascià, sarebbe assicurata la comunicazione diretta dell'esercito di Nissa, col corpo di Viddin, comandato da Osman pascià. I turchi, a meno che Cernaieff, comandante supremo Abdul-Kerim pascià potrebbe dare il segnale per l'attacco generale e la marcia concentrica di tutte le truppe a colonne verso la valle della Morava, che è il cuore della Serbia. [813, 665, 1009, 854]
paragraph: Oggi S. E. pranzò al palazzo di prefettura, e gli furono invitati tutti i principali autorità cittadine, senza distinzione di colore politico. Domani i fedeli gli daranno un pranzo di sottoscrizione, e non è [813, 2286, 1009, 2375]
paragraph: sinje, mentre avrebbero facilmente potuto occupare Mostar, e ch'è attribuita ad un errore grave del principe Nikita, sembrò un disastro tale, che correva già voce nel campo montenegrino che fossero iniziate trattative di pace. Questa ritirata sarebbe infatti riuscita fatale ai montenegrini, se Mukhtar-pascià non li avesse perduti di vista. Era sua intenzione di tagliare loro la ritirata nel Montenegro e penetrare in quello paese. I montenegrini scelsero la via di ritirata più breve, mentre i turchi marciavano in direzione parallela e ad una distanza di mezz'ora appena, senza che lo sapessero nè gli uni, nè gli altri. Mukhtar pascià ritenendo di dover avere una collisione soltanto con una parte delle forze montenegrine, a cui Peko Pavlovich ed altri voivodi fossero rimasti addietro. Invece, tutte le divisioni montenegrine si riunirono con incredibile celerità allorchè Selim pascià li dispose ad assalirle di fianco. Egli però giunse sul campo di battaglia molto prima di Mukhtar pascià; le sue truppe furono quindi circondate, sconfitte, ed egli stesso restò ucciso. A questo primo attacco seguì una strage terribile. Un grande numero di ufficiali turchi, fra i quali un pascià e due colonnelli, restarono uccisi. Mukhtar pascià non fu ferito e si ritirò a Trebinje per raccogliere nuove forze.» [813, 90, 1009, 617]
